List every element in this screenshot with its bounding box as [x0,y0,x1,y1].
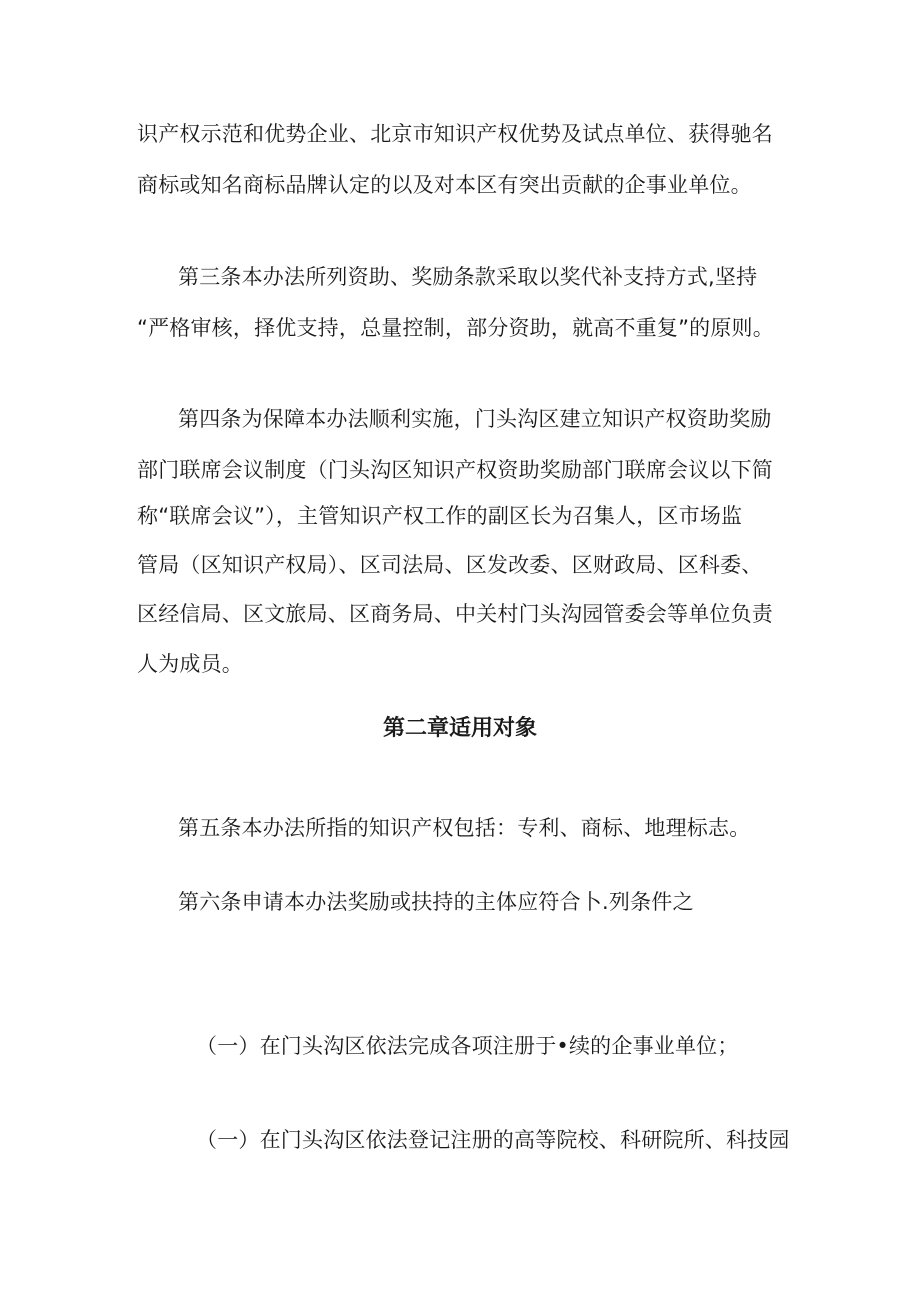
article-4-line: 称“联席会议”），主管知识产权工作的副区长为召集人，区市场监 [137,504,743,528]
article-3-line: 第三条本办法所列资助、奖励条款采取以奖代补支持方式,坚持 [178,265,758,289]
article-4-line: 部门联席会议制度（门头沟区知识产权资助奖励部门联席会议以下简 [137,458,773,482]
paragraph-line: 识产权示范和优势企业、北京市知识产权优势及试点单位、获得驰名 [137,122,773,146]
list-item: （一）在门头沟区依法登记注册的高等院校、科研院所、科技园 [196,1128,790,1152]
article-4-line: 人为成员。 [137,652,243,676]
article-4-line: 管局（区知识产权局）、区司法局、区发改委、区财政局、区科委、 [137,553,763,577]
article-4-line: 区经信局、区文旅局、区商务局、中关村门头沟园管委会等单位负责 [137,602,773,626]
article-3-line: “严格审核，择优支持，总量控制，部分资助，就高不重复”的原则。 [137,316,774,340]
article-6-line: 第六条申请本办法奖励或扶持的主体应符合卜.列条件之 [178,890,694,914]
paragraph-line: 商标或知名商标品牌认定的以及对本区有突出贡献的企事业单位。 [137,173,752,197]
list-item: （一）在门头沟区依法完成各项注册于•续的企事业单位； [196,1034,739,1058]
article-5-line: 第五条本办法所指的知识产权包括：专利、商标、地理标志。 [178,816,751,840]
article-4-line: 第四条为保障本办法顺利实施，门头沟区建立知识产权资助奖励 [178,407,772,431]
chapter-heading: 第二章适用对象 [382,716,537,741]
